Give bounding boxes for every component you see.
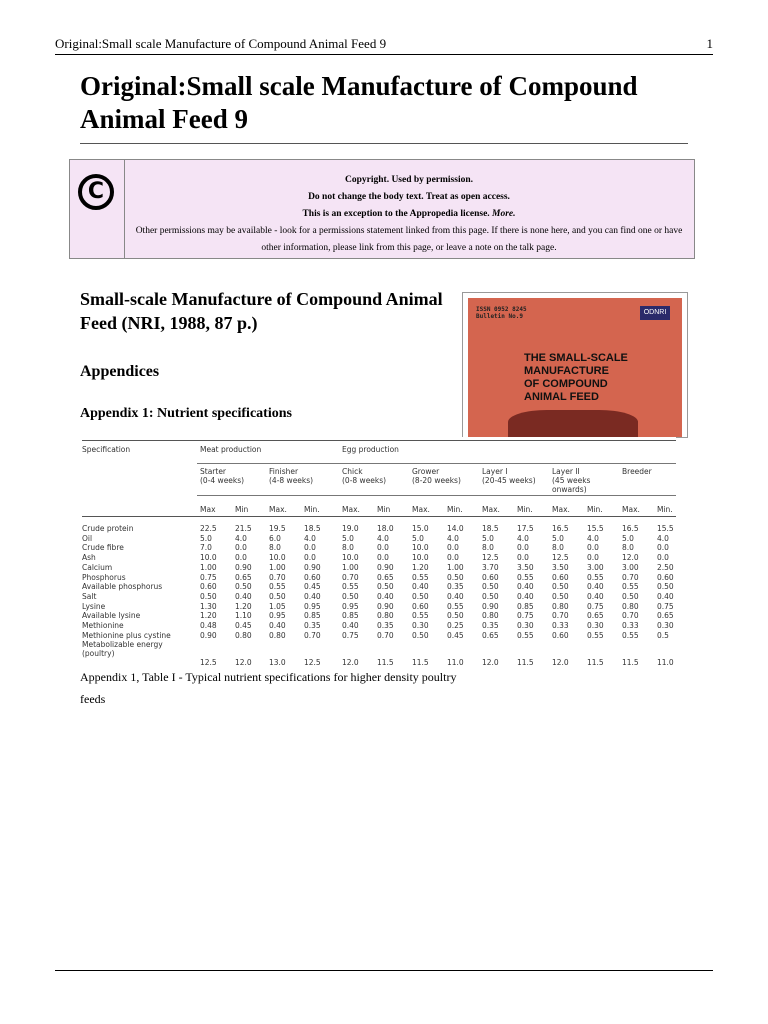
table-column-rule bbox=[197, 495, 676, 496]
table-cell: 0.80 bbox=[622, 601, 639, 611]
table-cell: 0.55 bbox=[517, 630, 534, 640]
table-cell: 0.40 bbox=[235, 591, 252, 601]
table-column-header: Starter (0-4 weeks) bbox=[200, 467, 245, 485]
table-cell: 0.95 bbox=[342, 601, 359, 611]
table-cell: 0.70 bbox=[342, 572, 359, 582]
table-row-label: Calcium bbox=[82, 562, 113, 572]
table-cell: 10.0 bbox=[200, 553, 217, 563]
table-cell: 0.75 bbox=[657, 601, 674, 611]
table-cell: 0.55 bbox=[412, 572, 429, 582]
table-cell: 11.5 bbox=[412, 658, 429, 668]
table-cell: 11.0 bbox=[447, 658, 464, 668]
table-cell: 0.55 bbox=[622, 582, 639, 592]
table-cell: 0.40 bbox=[517, 582, 534, 592]
table-cell: 0.80 bbox=[377, 611, 394, 621]
table-cell: 1.00 bbox=[342, 562, 359, 572]
table-cell: 0.65 bbox=[377, 572, 394, 582]
table-row-label: Phosphorus bbox=[82, 572, 126, 582]
table-cell: 0.55 bbox=[412, 611, 429, 621]
table-subheader: Max. bbox=[412, 505, 430, 514]
table-cell: 0.75 bbox=[200, 572, 217, 582]
table-caption: Appendix 1, Table I - Typical nutrient specifications for higher density poultry feeds bbox=[80, 670, 457, 706]
table-cell: 11.5 bbox=[517, 658, 534, 668]
more-link[interactable]: More. bbox=[492, 209, 516, 219]
table-cell: 0.60 bbox=[552, 572, 569, 582]
table-cell: 12.5 bbox=[552, 553, 569, 563]
table-cell: 0.65 bbox=[657, 611, 674, 621]
table-cell: 4.0 bbox=[377, 533, 389, 543]
nutrient-specifications-table bbox=[82, 437, 676, 668]
table-cell: 0.50 bbox=[412, 591, 429, 601]
copyright-line-1: Copyright. Used by permission. bbox=[345, 175, 473, 185]
table-cell: 3.00 bbox=[587, 562, 604, 572]
table-cell: 3.50 bbox=[517, 562, 534, 572]
table-cell: 0.30 bbox=[412, 621, 429, 630]
table-cell: 0.75 bbox=[342, 630, 359, 640]
table-cell: 0.50 bbox=[377, 582, 394, 592]
table-cell: 0.70 bbox=[552, 611, 569, 621]
table-column-header: Layer I (20-45 weeks) bbox=[482, 467, 536, 485]
footer-rule bbox=[55, 970, 713, 971]
table-cell: 0.70 bbox=[622, 611, 639, 621]
table-cell: 0.40 bbox=[412, 582, 429, 592]
table-cell: 8.0 bbox=[342, 543, 354, 553]
table-cell: 5.0 bbox=[200, 533, 212, 543]
table-cell: 0.90 bbox=[235, 562, 252, 572]
table-cell: 19.0 bbox=[342, 524, 359, 533]
table-column-header: Grower (8-20 weeks) bbox=[412, 467, 461, 485]
table-cell: 4.0 bbox=[657, 533, 669, 543]
table-cell: 5.0 bbox=[412, 533, 424, 543]
table-cell: 0.0 bbox=[304, 543, 316, 553]
table-cell: 3.00 bbox=[622, 562, 639, 572]
appendices-heading: Appendices bbox=[80, 363, 160, 380]
table-cell: 4.0 bbox=[235, 533, 247, 543]
table-cell: 1.00 bbox=[269, 562, 286, 572]
table-cell: 12.5 bbox=[482, 553, 499, 563]
table-cell: 0.90 bbox=[200, 630, 217, 640]
table-cell: 0.25 bbox=[447, 621, 464, 630]
table-cell: 18.0 bbox=[377, 524, 394, 533]
table-row-label: Salt bbox=[82, 591, 97, 601]
table-row-label: Oil bbox=[82, 533, 93, 543]
table-cell: 0.85 bbox=[517, 601, 534, 611]
table-cell: 0.40 bbox=[304, 591, 321, 601]
table-cell: 0.0 bbox=[517, 553, 529, 563]
table-cell: 0.40 bbox=[657, 591, 674, 601]
cover-artwork bbox=[508, 410, 638, 438]
table-cell: 12.0 bbox=[342, 658, 359, 668]
table-cell: 4.0 bbox=[304, 533, 316, 543]
table-cell: 1.10 bbox=[235, 611, 252, 621]
table-cell: 0.0 bbox=[657, 543, 669, 553]
table-cell: 0.30 bbox=[587, 621, 604, 630]
table-cell: 0.70 bbox=[269, 572, 286, 582]
table-cell: 0.95 bbox=[269, 611, 286, 621]
table-cell: 8.0 bbox=[482, 543, 494, 553]
table-cell: 0.80 bbox=[235, 630, 252, 640]
table-cell: 5.0 bbox=[552, 533, 564, 543]
table-subheader: Min. bbox=[657, 505, 673, 514]
table-cell: 0.85 bbox=[304, 611, 321, 621]
table-spec-header: Specification bbox=[82, 445, 131, 454]
table-column-header: Breeder bbox=[622, 467, 652, 476]
table-cell: 0.50 bbox=[269, 591, 286, 601]
table-cell: 0.0 bbox=[657, 553, 669, 563]
table-cell: 11.5 bbox=[587, 658, 604, 668]
table-cell: 12.5 bbox=[304, 658, 321, 668]
table-cell: 8.0 bbox=[622, 543, 634, 553]
table-cell: 0.0 bbox=[517, 543, 529, 553]
table-cell: 12.5 bbox=[200, 658, 217, 668]
table-cell: 0.55 bbox=[517, 572, 534, 582]
table-cell: 0.95 bbox=[304, 601, 321, 611]
table-subheader: Max bbox=[200, 505, 216, 514]
table-cell: 0.30 bbox=[517, 621, 534, 630]
book-cover-image bbox=[462, 292, 688, 438]
table-cell: 1.20 bbox=[235, 601, 252, 611]
table-cell: 12.0 bbox=[552, 658, 569, 668]
cover-background bbox=[468, 298, 682, 438]
table-cell: 13.0 bbox=[269, 658, 286, 668]
table-cell: 0.40 bbox=[447, 591, 464, 601]
table-cell: 0.33 bbox=[552, 621, 569, 630]
table-cell: 0.50 bbox=[342, 591, 359, 601]
table-cell: 17.5 bbox=[517, 524, 534, 533]
table-cell: 0.50 bbox=[657, 582, 674, 592]
table-row-label: Ash bbox=[82, 553, 96, 563]
table-cell: 16.5 bbox=[622, 524, 639, 533]
table-cell: 15.5 bbox=[587, 524, 604, 533]
table-column-header: Layer II (45 weeks onwards) bbox=[552, 467, 591, 494]
page-title: Original:Small scale Manufacture of Compound Animal Feed 9 bbox=[80, 71, 638, 134]
table-cell: 11.5 bbox=[622, 658, 639, 668]
table-column-header: Chick (0-8 weeks) bbox=[342, 467, 387, 485]
table-cell: 0.0 bbox=[304, 553, 316, 563]
table-cell: 0.0 bbox=[377, 543, 389, 553]
table-cell: 1.00 bbox=[447, 562, 464, 572]
table-cell: 4.0 bbox=[517, 533, 529, 543]
cover-logo: ODNRI bbox=[640, 306, 670, 320]
license-exception-text: This is an exception to the Appropedia license. bbox=[302, 209, 490, 219]
table-row-label: Available phosphorus bbox=[82, 582, 163, 592]
table-cell: 0.70 bbox=[304, 630, 321, 640]
table-cell: 18.5 bbox=[304, 524, 321, 533]
table-subheader: Min. bbox=[304, 505, 320, 514]
table-cell: 6.0 bbox=[269, 533, 281, 543]
table-cell: 0.55 bbox=[587, 630, 604, 640]
table-cell: 0.50 bbox=[200, 591, 217, 601]
table-cell: 0.40 bbox=[587, 582, 604, 592]
table-cell: 15.5 bbox=[657, 524, 674, 533]
table-cell: 3.50 bbox=[552, 562, 569, 572]
copyright-line-2: Do not change the body text. Treat as open access. bbox=[308, 192, 510, 202]
table-cell: 0.0 bbox=[447, 543, 459, 553]
table-subheader: Min bbox=[235, 505, 249, 514]
table-cell: 0.90 bbox=[377, 562, 394, 572]
table-cell: 4.0 bbox=[447, 533, 459, 543]
table-cell: 0.55 bbox=[447, 601, 464, 611]
title-divider bbox=[80, 143, 688, 144]
table-cell: 2.50 bbox=[657, 562, 674, 572]
table-cell: 0.85 bbox=[342, 611, 359, 621]
page-number: 1 bbox=[706, 36, 713, 51]
table-cell: 0.65 bbox=[235, 572, 252, 582]
table-cell: 0.35 bbox=[482, 621, 499, 630]
table-row-label: Metabolizable energy (poultry) bbox=[82, 640, 163, 659]
table-cell: 0.40 bbox=[377, 591, 394, 601]
table-cell: 5.0 bbox=[342, 533, 354, 543]
table-column-header: Finisher (4-8 weeks) bbox=[269, 467, 314, 485]
table-cell: 0.40 bbox=[517, 591, 534, 601]
table-cell: 0.65 bbox=[587, 611, 604, 621]
table-row-label: Crude protein bbox=[82, 524, 134, 533]
running-header bbox=[55, 36, 713, 55]
table-cell: 0.45 bbox=[447, 630, 464, 640]
table-cell: 0.65 bbox=[482, 630, 499, 640]
table-cell: 0.40 bbox=[342, 621, 359, 630]
table-cell: 12.0 bbox=[235, 658, 252, 668]
table-cell: 0.45 bbox=[235, 621, 252, 630]
table-cell: 0.60 bbox=[304, 572, 321, 582]
table-cell: 0.70 bbox=[377, 630, 394, 640]
table-subheader: Max. bbox=[622, 505, 640, 514]
table-cell: 0.55 bbox=[342, 582, 359, 592]
table-cell: 0.70 bbox=[622, 572, 639, 582]
table-cell: 0.50 bbox=[552, 582, 569, 592]
table-group-rule bbox=[197, 463, 676, 464]
table-cell: 0.90 bbox=[304, 562, 321, 572]
table-cell: 12.0 bbox=[482, 658, 499, 668]
table-cell: 18.5 bbox=[482, 524, 499, 533]
table-subheader: Max. bbox=[342, 505, 360, 514]
table-cell: 0.5 bbox=[657, 630, 669, 640]
table-cell: 0.80 bbox=[269, 630, 286, 640]
table-subheader: Min. bbox=[447, 505, 463, 514]
table-cell: 0.75 bbox=[517, 611, 534, 621]
cover-series-code: ISSN 0952 8245 Bulletin No.9 bbox=[476, 306, 527, 320]
table-cell: 11.0 bbox=[657, 658, 674, 668]
table-cell: 0.0 bbox=[235, 553, 247, 563]
table-cell: 3.70 bbox=[482, 562, 499, 572]
table-cell: 19.5 bbox=[269, 524, 286, 533]
table-cell: 0.40 bbox=[587, 591, 604, 601]
table-cell: 10.0 bbox=[412, 543, 429, 553]
table-subheader: Max. bbox=[482, 505, 500, 514]
table-cell: 0.90 bbox=[482, 601, 499, 611]
table-cell: 4.0 bbox=[587, 533, 599, 543]
table-row-label: Available lysine bbox=[82, 611, 141, 621]
table-cell: 1.00 bbox=[200, 562, 217, 572]
table-cell: 0.55 bbox=[269, 582, 286, 592]
table-cell: 0.48 bbox=[200, 621, 217, 630]
table-subheader: Min. bbox=[587, 505, 603, 514]
table-cell: 11.5 bbox=[377, 658, 394, 668]
table-group-egg: Egg production bbox=[342, 445, 399, 454]
table-cell: 0.60 bbox=[412, 601, 429, 611]
table-top-rule bbox=[82, 440, 676, 441]
copyright-line-3 bbox=[126, 206, 692, 223]
table-cell: 0.0 bbox=[377, 553, 389, 563]
table-subheader: Max. bbox=[269, 505, 287, 514]
table-cell: 0.0 bbox=[447, 553, 459, 563]
section-heading: Small-scale Manufacture of Compound Animal Feed (NRI, 1988, 87 p.) bbox=[80, 289, 443, 333]
table-cell: 0.55 bbox=[587, 572, 604, 582]
table-cell: 0.35 bbox=[304, 621, 321, 630]
table-cell: 0.30 bbox=[657, 621, 674, 630]
table-row-label: Lysine bbox=[82, 601, 106, 611]
table-cell: 15.0 bbox=[412, 524, 429, 533]
table-cell: 21.5 bbox=[235, 524, 252, 533]
table-cell: 12.0 bbox=[622, 553, 639, 563]
table-row-label: Methionine plus cystine bbox=[82, 630, 171, 640]
table-cell: 0.90 bbox=[377, 601, 394, 611]
table-cell: 0.33 bbox=[622, 621, 639, 630]
table-row-label: Methionine bbox=[82, 621, 124, 630]
table-subheader: Max. bbox=[552, 505, 570, 514]
table-cell: 0.60 bbox=[552, 630, 569, 640]
running-header-title: Original:Small scale Manufacture of Compound Animal Feed 9 bbox=[55, 36, 387, 51]
copyright-text bbox=[126, 172, 692, 257]
copyright-icon: C bbox=[78, 174, 114, 210]
table-cell: 7.0 bbox=[200, 543, 212, 553]
table-cell: 8.0 bbox=[552, 543, 564, 553]
table-cell: 1.20 bbox=[412, 562, 429, 572]
table-cell: 0.35 bbox=[447, 582, 464, 592]
table-cell: 1.05 bbox=[269, 601, 286, 611]
table-cell: 0.50 bbox=[447, 611, 464, 621]
table-subheader: Min bbox=[377, 505, 391, 514]
table-cell: 1.30 bbox=[200, 601, 217, 611]
table-cell: 0.75 bbox=[587, 601, 604, 611]
table-cell: 0.45 bbox=[304, 582, 321, 592]
table-cell: 0.50 bbox=[482, 591, 499, 601]
table-group-meat: Meat production bbox=[200, 445, 262, 454]
table-subheader: Min. bbox=[517, 505, 533, 514]
copyright-icon-cell bbox=[70, 160, 125, 258]
copyright-line-4: Other permissions may be available - look for a permissions statement linked from this page. If there is none here, and you can find one or have other information, please link from this page, or leave a note on the talk page. bbox=[135, 226, 683, 253]
table-cell: 8.0 bbox=[269, 543, 281, 553]
copyright-notice bbox=[69, 159, 695, 259]
table-cell: 10.0 bbox=[269, 553, 286, 563]
table-cell: 0.50 bbox=[552, 591, 569, 601]
table-cell: 5.0 bbox=[482, 533, 494, 543]
table-cell: 14.0 bbox=[447, 524, 464, 533]
table-cell: 10.0 bbox=[342, 553, 359, 563]
table-cell: 0.0 bbox=[587, 543, 599, 553]
cover-title: THE SMALL-SCALE MANUFACTURE OF COMPOUND ANIMAL FEED bbox=[524, 352, 628, 403]
appendix-1-heading: Appendix 1: Nutrient specifications bbox=[80, 406, 292, 421]
table-cell: 0.0 bbox=[587, 553, 599, 563]
table-cell: 0.50 bbox=[447, 572, 464, 582]
table-cell: 10.0 bbox=[412, 553, 429, 563]
table-cell: 5.0 bbox=[622, 533, 634, 543]
table-cell: 0.50 bbox=[412, 630, 429, 640]
table-cell: 1.20 bbox=[200, 611, 217, 621]
table-header-rule bbox=[82, 516, 676, 517]
table-cell: 22.5 bbox=[200, 524, 217, 533]
table-cell: 0.50 bbox=[482, 582, 499, 592]
table-cell: 0.60 bbox=[200, 582, 217, 592]
table-cell: 0.80 bbox=[482, 611, 499, 621]
table-cell: 0.80 bbox=[552, 601, 569, 611]
table-cell: 0.35 bbox=[377, 621, 394, 630]
table-row-label: Crude fibre bbox=[82, 543, 124, 553]
table-cell: 0.55 bbox=[622, 630, 639, 640]
table-cell: 0.60 bbox=[482, 572, 499, 582]
table-cell: 0.50 bbox=[622, 591, 639, 601]
table-cell: 16.5 bbox=[552, 524, 569, 533]
table-cell: 0.40 bbox=[269, 621, 286, 630]
table-cell: 0.0 bbox=[235, 543, 247, 553]
table-cell: 0.50 bbox=[235, 582, 252, 592]
table-cell: 0.60 bbox=[657, 572, 674, 582]
